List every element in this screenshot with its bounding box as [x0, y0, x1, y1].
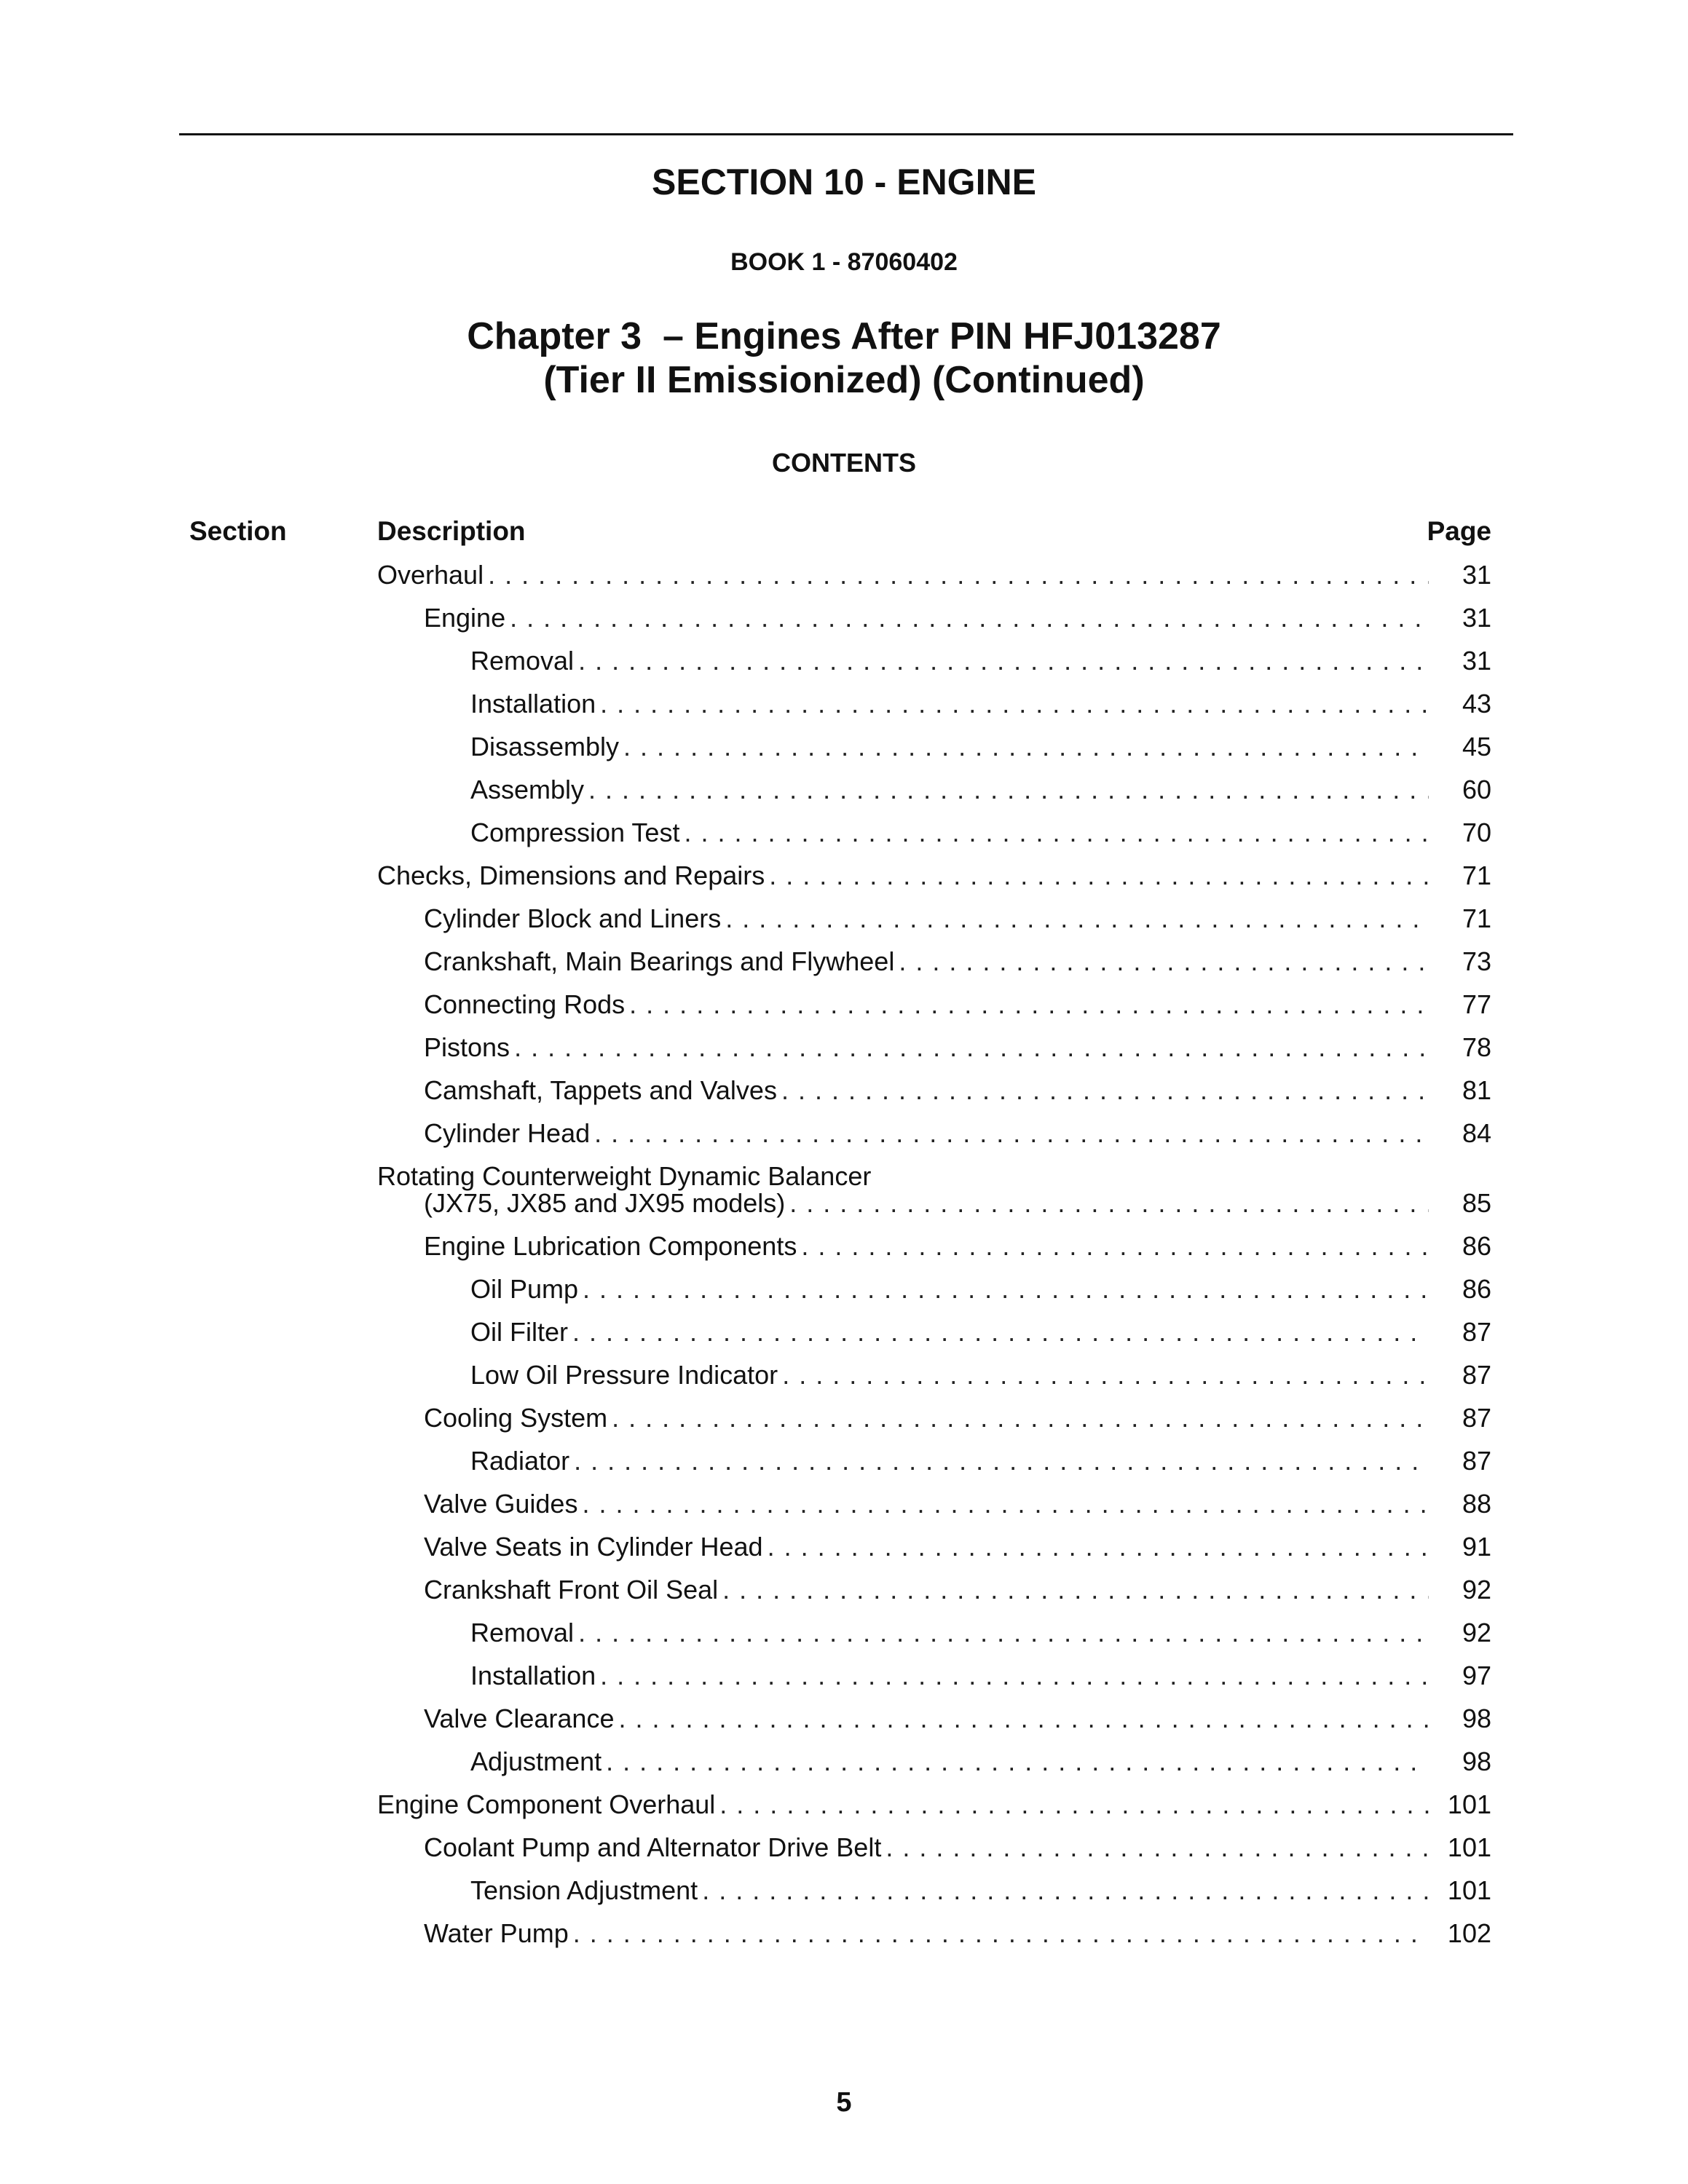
toc-entry-leader-line — [470, 731, 1491, 763]
toc-entry-label: Installation — [470, 689, 596, 719]
toc-entry-page: 102 — [1447, 1918, 1491, 1948]
toc-entry-leader-line — [424, 1187, 1491, 1219]
toc-entry-page: 84 — [1462, 1118, 1491, 1148]
toc-entry-leader-line — [424, 1918, 1491, 1950]
toc-entry-label: Radiator — [470, 1446, 570, 1476]
toc-entry-page: 45 — [1462, 732, 1491, 761]
toc-entry-leader-line — [470, 1359, 1491, 1391]
toc-entry-page: 73 — [1462, 946, 1491, 976]
toc-entry-page: 88 — [1462, 1489, 1491, 1519]
toc-entry-label: Valve Seats in Cylinder Head — [424, 1532, 763, 1562]
toc-entry-leader-line — [470, 774, 1491, 806]
toc-entry-label: Removal — [470, 1618, 575, 1647]
dot-leader — [886, 1832, 1429, 1864]
column-header-section: Section — [189, 516, 287, 546]
column-header-page: Page — [1427, 516, 1491, 546]
dot-leader — [899, 946, 1429, 978]
contents-heading: CONTENTS — [772, 448, 916, 478]
toc-entry-leader-line — [424, 1832, 1491, 1864]
toc-entry-label: Engine — [424, 603, 506, 633]
toc-entry-leader-line — [470, 1660, 1491, 1692]
toc-entry-page: 98 — [1462, 1746, 1491, 1776]
dot-leader — [600, 1660, 1429, 1692]
dot-leader — [722, 1574, 1429, 1606]
toc-entry-page: 98 — [1462, 1704, 1491, 1733]
toc-entry[interactable] — [377, 1273, 1491, 1316]
dot-leader — [618, 1703, 1429, 1735]
toc-entry-leader-line — [470, 1746, 1491, 1778]
dot-leader — [582, 1488, 1429, 1520]
toc-entry-label: Compression Test — [470, 818, 680, 847]
toc-entry-label: Installation — [470, 1661, 596, 1690]
toc-entry-page: 81 — [1462, 1075, 1491, 1105]
toc-entry-label-line-1: Rotating Counterweight Dynamic Balancer — [377, 1161, 872, 1191]
toc-entry[interactable] — [377, 1316, 1491, 1359]
dot-leader — [781, 1075, 1429, 1107]
toc-entry-page: 71 — [1462, 903, 1491, 933]
dot-leader — [514, 1032, 1429, 1064]
toc-entry-label: Camshaft, Tappets and Valves — [424, 1075, 777, 1105]
toc-entry-page: 31 — [1462, 603, 1491, 633]
chapter-title-line-2: (Tier II Emissionized) (Continued) — [543, 359, 1145, 401]
toc-entry[interactable] — [377, 817, 1491, 860]
dot-leader — [510, 602, 1429, 634]
toc-entry-leader-line — [424, 1531, 1491, 1563]
dot-leader — [684, 817, 1429, 849]
toc-entry-page: 70 — [1462, 818, 1491, 847]
toc-entry-leader-line — [470, 1445, 1491, 1477]
toc-entry[interactable] — [377, 1875, 1491, 1918]
toc-entry[interactable] — [377, 1660, 1491, 1703]
column-header-description: Description — [377, 516, 526, 546]
dot-leader — [578, 1617, 1429, 1649]
toc-entry[interactable] — [377, 860, 1491, 903]
toc-entry-leader-line — [470, 1273, 1491, 1305]
toc-entry-page: 71 — [1462, 860, 1491, 890]
toc-entry-page: 31 — [1462, 646, 1491, 676]
toc-entry-label: (JX75, JX85 and JX95 models) — [424, 1188, 786, 1218]
top-rule — [179, 133, 1513, 135]
dot-leader — [594, 1117, 1429, 1150]
toc-entry-page: 43 — [1462, 689, 1491, 719]
dot-leader — [769, 860, 1429, 892]
toc-entry[interactable] — [377, 774, 1491, 817]
dot-leader — [725, 903, 1429, 935]
dot-leader — [572, 1316, 1429, 1348]
dot-leader — [719, 1789, 1429, 1821]
toc-entry[interactable] — [377, 1359, 1491, 1402]
chapter-title-line-1: Chapter 3 – Engines After PIN HFJ013287 — [467, 315, 1221, 357]
dot-leader — [606, 1746, 1429, 1778]
toc-entry-page: 101 — [1447, 1875, 1491, 1905]
dot-leader — [768, 1531, 1429, 1563]
toc-entry-leader-line — [470, 1316, 1491, 1348]
toc-entry[interactable] — [377, 1617, 1491, 1660]
toc-entry-leader-line — [470, 688, 1491, 720]
toc-entry-label: Valve Clearance — [424, 1704, 615, 1733]
toc-entry-leader-line — [470, 817, 1491, 849]
section-title: SECTION 10 - ENGINE — [652, 162, 1036, 202]
dot-leader — [801, 1230, 1429, 1262]
toc-entry-leader-line — [377, 860, 1491, 892]
toc-entry[interactable] — [377, 731, 1491, 774]
toc-entry[interactable] — [377, 559, 1491, 602]
page-number: 5 — [836, 2087, 852, 2118]
toc-entry[interactable] — [377, 1032, 1491, 1075]
toc-entry-page: 87 — [1462, 1317, 1491, 1347]
toc-entry-page: 101 — [1447, 1789, 1491, 1819]
toc-entry-page: 85 — [1462, 1188, 1491, 1218]
toc-entry-leader-line — [424, 1075, 1491, 1107]
toc-entry-label: Disassembly — [470, 732, 620, 761]
toc-entry-page: 101 — [1447, 1832, 1491, 1862]
toc-entry-leader-line — [470, 1617, 1491, 1649]
toc-entry-label: Adjustment — [470, 1746, 602, 1776]
table-of-contents — [377, 559, 1491, 1961]
toc-entry-label: Cylinder Head — [424, 1118, 591, 1148]
toc-entry-leader-line — [470, 645, 1491, 677]
toc-entry-leader-line — [424, 903, 1491, 935]
toc-entry-page: 87 — [1462, 1403, 1491, 1433]
toc-entry-label: Pistons — [424, 1032, 510, 1062]
toc-entry-label: Oil Pump — [470, 1274, 579, 1304]
dot-leader — [574, 1445, 1429, 1477]
toc-entry-page: 91 — [1462, 1532, 1491, 1562]
toc-entry[interactable] — [377, 1918, 1491, 1961]
toc-entry[interactable] — [377, 1832, 1491, 1875]
toc-entry-leader-line — [470, 1875, 1491, 1907]
toc-entry[interactable] — [377, 1117, 1491, 1160]
toc-entry-page: 86 — [1462, 1274, 1491, 1304]
toc-entry[interactable] — [377, 1402, 1491, 1445]
toc-entry[interactable] — [377, 688, 1491, 731]
toc-entry-label: Connecting Rods — [424, 989, 626, 1019]
toc-entry-leader-line — [424, 1574, 1491, 1606]
toc-entry-leader-line — [377, 559, 1491, 591]
dot-leader — [789, 1187, 1429, 1219]
dot-leader — [583, 1273, 1429, 1305]
toc-entry-label: Checks, Dimensions and Repairs — [377, 860, 765, 890]
dot-leader — [702, 1875, 1429, 1907]
dot-leader — [782, 1359, 1429, 1391]
toc-entry[interactable] — [377, 1230, 1491, 1273]
book-number: BOOK 1 - 87060402 — [730, 248, 958, 276]
toc-entry-leader-line — [424, 1032, 1491, 1064]
toc-entry-page: 31 — [1462, 560, 1491, 590]
toc-entry-page: 87 — [1462, 1446, 1491, 1476]
chapter-title — [0, 314, 1688, 402]
toc-entry[interactable] — [377, 1789, 1491, 1832]
dot-leader — [488, 559, 1429, 591]
toc-entry-leader-line — [424, 1703, 1491, 1735]
toc-entry-page: 77 — [1462, 989, 1491, 1019]
toc-entry-label: Overhaul — [377, 560, 484, 590]
dot-leader — [623, 731, 1429, 763]
toc-entry-leader-line — [424, 1230, 1491, 1262]
toc-entry-page: 87 — [1462, 1360, 1491, 1390]
dot-leader — [578, 645, 1429, 677]
toc-entry[interactable] — [377, 645, 1491, 688]
toc-entry[interactable] — [377, 1703, 1491, 1746]
toc-entry[interactable] — [377, 1160, 1491, 1230]
toc-entry[interactable] — [377, 903, 1491, 946]
toc-entry-page: 97 — [1462, 1661, 1491, 1690]
dot-leader — [629, 989, 1429, 1021]
toc-entry-label: Engine Lubrication Components — [424, 1231, 797, 1261]
toc-entry-leader-line — [424, 1402, 1491, 1434]
dot-leader — [600, 688, 1429, 720]
toc-entry-label: Removal — [470, 646, 575, 676]
toc-entry-label: Assembly — [470, 775, 585, 804]
toc-entry[interactable] — [377, 1531, 1491, 1574]
toc-entry-leader-line — [424, 946, 1491, 978]
toc-entry-leader-line — [377, 1789, 1491, 1821]
toc-entry-label: Low Oil Pressure Indicator — [470, 1360, 778, 1390]
toc-entry-label: Oil Filter — [470, 1317, 568, 1347]
toc-entry-page: 92 — [1462, 1618, 1491, 1647]
toc-entry-label: Water Pump — [424, 1918, 569, 1948]
toc-entry-page: 60 — [1462, 775, 1491, 804]
toc-entry-label: Cooling System — [424, 1403, 608, 1433]
toc-entry-label: Valve Guides — [424, 1489, 578, 1519]
toc-entry-label: Cylinder Block and Liners — [424, 903, 722, 933]
toc-entry[interactable] — [377, 1746, 1491, 1789]
toc-entry-label: Crankshaft, Main Bearings and Flywheel — [424, 946, 895, 976]
toc-entry[interactable] — [377, 1488, 1491, 1531]
dot-leader — [573, 1918, 1429, 1950]
toc-entry-label: Engine Component Overhaul — [377, 1789, 716, 1819]
toc-entry-page: 92 — [1462, 1575, 1491, 1605]
toc-entry[interactable] — [377, 1445, 1491, 1488]
toc-entry-leader-line — [424, 602, 1491, 634]
toc-entry-leader-line — [424, 1488, 1491, 1520]
toc-entry[interactable] — [377, 946, 1491, 989]
toc-entry-leader-line — [424, 989, 1491, 1021]
toc-entry-label: Coolant Pump and Alternator Drive Belt — [424, 1832, 882, 1862]
toc-entry-label: Crankshaft Front Oil Seal — [424, 1575, 719, 1605]
dot-leader — [588, 774, 1429, 806]
toc-entry[interactable] — [377, 1075, 1491, 1117]
toc-entry[interactable] — [377, 602, 1491, 645]
toc-entry-page: 78 — [1462, 1032, 1491, 1062]
toc-entry[interactable] — [377, 1574, 1491, 1617]
toc-entry-leader-line — [424, 1117, 1491, 1150]
dot-leader — [612, 1402, 1429, 1434]
toc-entry[interactable] — [377, 989, 1491, 1032]
toc-entry-label: Tension Adjustment — [470, 1875, 698, 1905]
toc-entry-page: 86 — [1462, 1231, 1491, 1261]
